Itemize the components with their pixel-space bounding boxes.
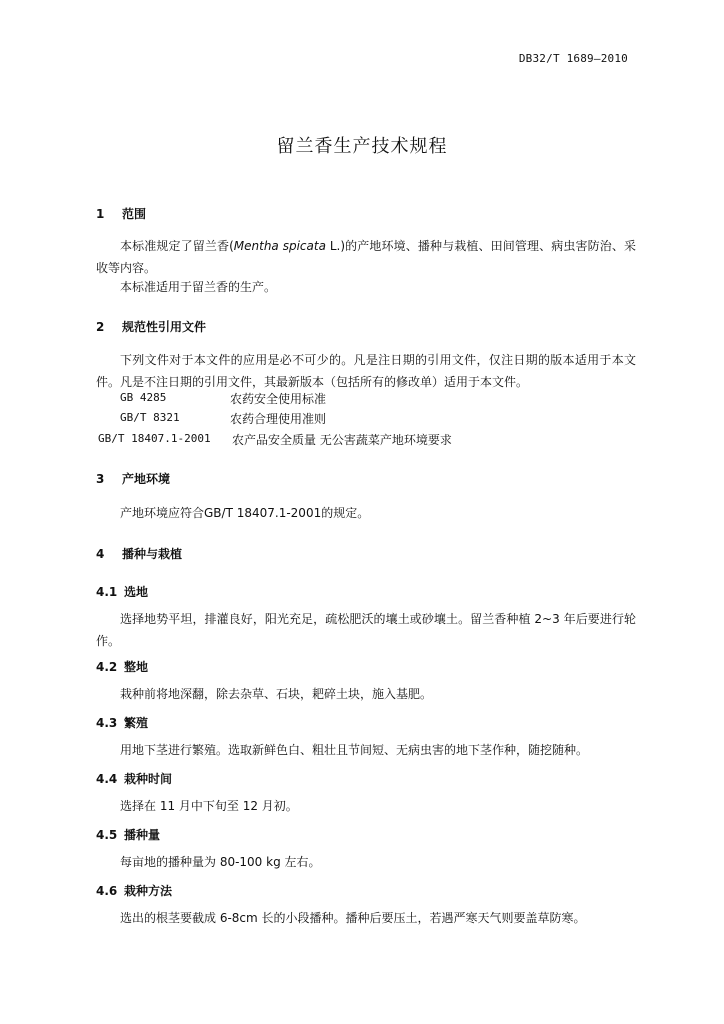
scope-text-b: L.)的产地环境、播种与栽植、田间管理、病虫害防治、采收等内容。 bbox=[96, 239, 636, 275]
subsection-title: 整地 bbox=[124, 660, 149, 674]
subsection-4-4-text: 选择在 11 月中下旬至 12 月初。 bbox=[120, 799, 298, 813]
reference-code: GB/T 8321 bbox=[120, 411, 180, 424]
subsection-4-5-heading bbox=[96, 826, 160, 843]
subsection-4-2-heading bbox=[96, 658, 148, 675]
section-number: 4 bbox=[96, 547, 105, 561]
subsection-number: 4.6 bbox=[96, 884, 118, 898]
section-3-paragraph-1: 产地环境应符合GB/T 18407.1-2001的规定。 bbox=[120, 506, 370, 520]
subsection-4-4-heading bbox=[96, 770, 172, 787]
section-title: 规范性引用文件 bbox=[122, 320, 207, 334]
subsection-4-1-heading bbox=[96, 583, 148, 600]
subsection-4-6-heading bbox=[96, 882, 172, 899]
scope-text-a: 本标准规定了留兰香( bbox=[120, 239, 234, 253]
subsection-number: 4.5 bbox=[96, 828, 118, 842]
section-3-heading bbox=[96, 470, 170, 487]
section-1-paragraph-2: 本标准适用于留兰香的生产。 bbox=[120, 280, 277, 294]
subsection-4-2-text: 栽种前将地深翻，除去杂草、石块，耙碎土块，施入基肥。 bbox=[120, 687, 433, 701]
subsection-title: 繁殖 bbox=[124, 716, 149, 730]
reference-row bbox=[98, 431, 211, 445]
section-number: 1 bbox=[96, 207, 105, 221]
subsection-4-6-text: 选出的根茎要截成 6-8cm 长的小段播种。播种后要压土，若遇严寒天气则要盖草防寒。 bbox=[120, 911, 586, 925]
section-4-heading bbox=[96, 545, 182, 562]
subsection-4-5-text: 每亩地的播种量为 80-100 kg 左右。 bbox=[120, 855, 321, 869]
section-title: 范围 bbox=[122, 207, 147, 221]
section-1-heading bbox=[96, 205, 146, 222]
document-title: 留兰香生产技术规程 bbox=[276, 136, 448, 157]
subsection-title: 栽种时间 bbox=[124, 772, 173, 786]
subsection-4-1-text: 选择地势平坦，排灌良好，阳光充足，疏松肥沃的壤土或砂壤土。留兰香种植 2~3 年后要进行轮作。 bbox=[96, 612, 636, 648]
reference-code: GB 4285 bbox=[120, 391, 167, 404]
reference-name: 农产品安全质量 无公害蔬菜产地环境要求 bbox=[232, 433, 452, 447]
subsection-4-3-heading bbox=[96, 714, 148, 731]
section-title: 播种与栽植 bbox=[122, 547, 183, 561]
subsection-title: 栽种方法 bbox=[124, 884, 173, 898]
reference-code: GB/T 18407.1-2001 bbox=[98, 432, 211, 445]
section-number: 3 bbox=[96, 472, 105, 486]
section-2-paragraph-1: 下列文件对于本文件的应用是必不可少的。凡是注日期的引用文件，仅注日期的版本适用于本文件。凡是不注日期的引用文件，其最新版本（包括所有的修改单）适用于本文件。 bbox=[96, 353, 636, 389]
document-code: DB32/T 1689—2010 bbox=[518, 52, 628, 65]
latin-name: Mentha spicata bbox=[233, 239, 326, 253]
section-2-heading bbox=[96, 318, 206, 335]
subsection-title: 选地 bbox=[124, 585, 149, 599]
subsection-number: 4.1 bbox=[96, 585, 118, 599]
reference-name: 农药合理使用准则 bbox=[230, 412, 327, 426]
subsection-title: 播种量 bbox=[124, 828, 161, 842]
reference-name: 农药安全使用标准 bbox=[230, 392, 327, 406]
subsection-number: 4.4 bbox=[96, 772, 118, 786]
section-number: 2 bbox=[96, 320, 105, 334]
subsection-number: 4.3 bbox=[96, 716, 118, 730]
section-1-paragraph-1 bbox=[96, 235, 636, 279]
subsection-number: 4.2 bbox=[96, 660, 118, 674]
section-title: 产地环境 bbox=[122, 472, 171, 486]
reference-row bbox=[120, 410, 180, 424]
reference-row bbox=[120, 390, 166, 404]
subsection-4-3-text: 用地下茎进行繁殖。选取新鲜色白、粗壮且节间短、无病虫害的地下茎作种，随挖随种。 bbox=[120, 743, 589, 757]
